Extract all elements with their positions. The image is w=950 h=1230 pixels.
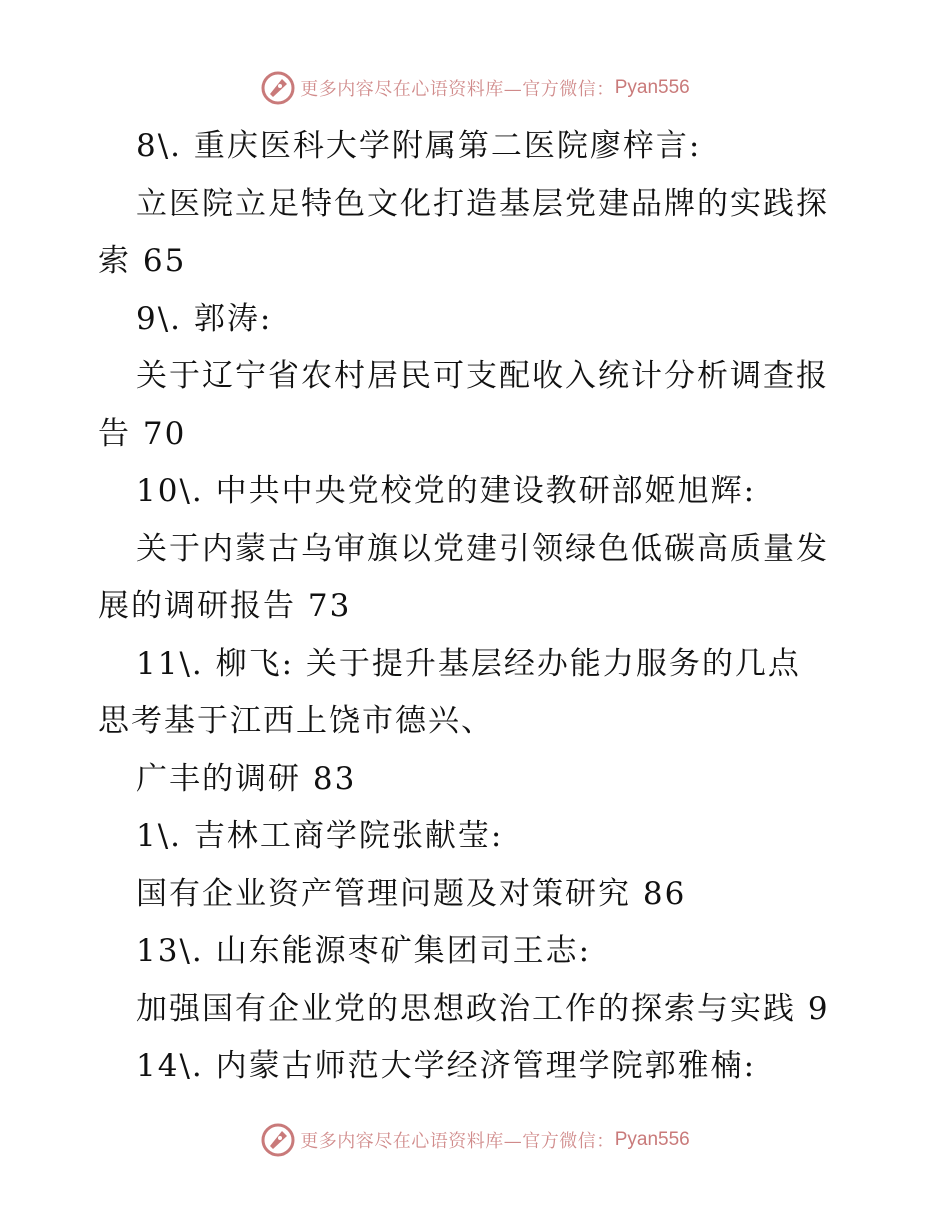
- pen-nib-logo-icon: [260, 1122, 296, 1158]
- text-line: 10\. 中共中央党校党的建设教研部姬旭辉:: [136, 473, 757, 509]
- pen-nib-logo-icon: [260, 70, 296, 106]
- text-line: 思考基于江西上饶市德兴、: [98, 703, 494, 739]
- text-line: 立医院立足特色文化打造基层党建品牌的实践探: [136, 185, 829, 222]
- text-line: 11\. 柳飞: 关于提升基层经办能力服务的几点: [136, 645, 801, 682]
- watermark-banner-bottom: [0, 1120, 950, 1160]
- document-body: [98, 118, 858, 1096]
- text-line: 告 70: [98, 415, 187, 452]
- text-line: 索 65: [98, 243, 187, 279]
- text-line: 8\. 重庆医科大学附属第二医院廖梓言:: [136, 128, 702, 164]
- watermark-wechat-id: Pyan556: [614, 1129, 690, 1150]
- text-line: 关于内蒙古乌审旗以党建引领绿色低碳高质量发: [136, 530, 829, 567]
- text-line: 13\. 山东能源枣矿集团司王志:: [136, 933, 592, 969]
- watermark-text: 更多内容尽在心语资料库—官方微信：: [300, 79, 615, 100]
- text-line: 14\. 内蒙古师范大学经济管理学院郭雅楠:: [136, 1048, 757, 1084]
- watermark-banner-top: [0, 68, 950, 108]
- text-line: 广丰的调研 83: [136, 760, 357, 797]
- text-line: 展的调研报告 73: [98, 588, 352, 624]
- text-line: 国有企业资产管理问题及对策研究 86: [136, 875, 687, 912]
- text-line: 关于辽宁省农村居民可支配收入统计分析调查报: [136, 358, 829, 394]
- watermark-text: 更多内容尽在心语资料库—官方微信：: [300, 1131, 615, 1152]
- text-line: 9\. 郭涛:: [136, 300, 273, 337]
- text-line: 1\. 吉林工商学院张献莹:: [136, 818, 504, 854]
- watermark-wechat-id: Pyan556: [614, 77, 690, 98]
- text-line: 加强国有企业党的思想政治工作的探索与实践 9: [136, 990, 830, 1027]
